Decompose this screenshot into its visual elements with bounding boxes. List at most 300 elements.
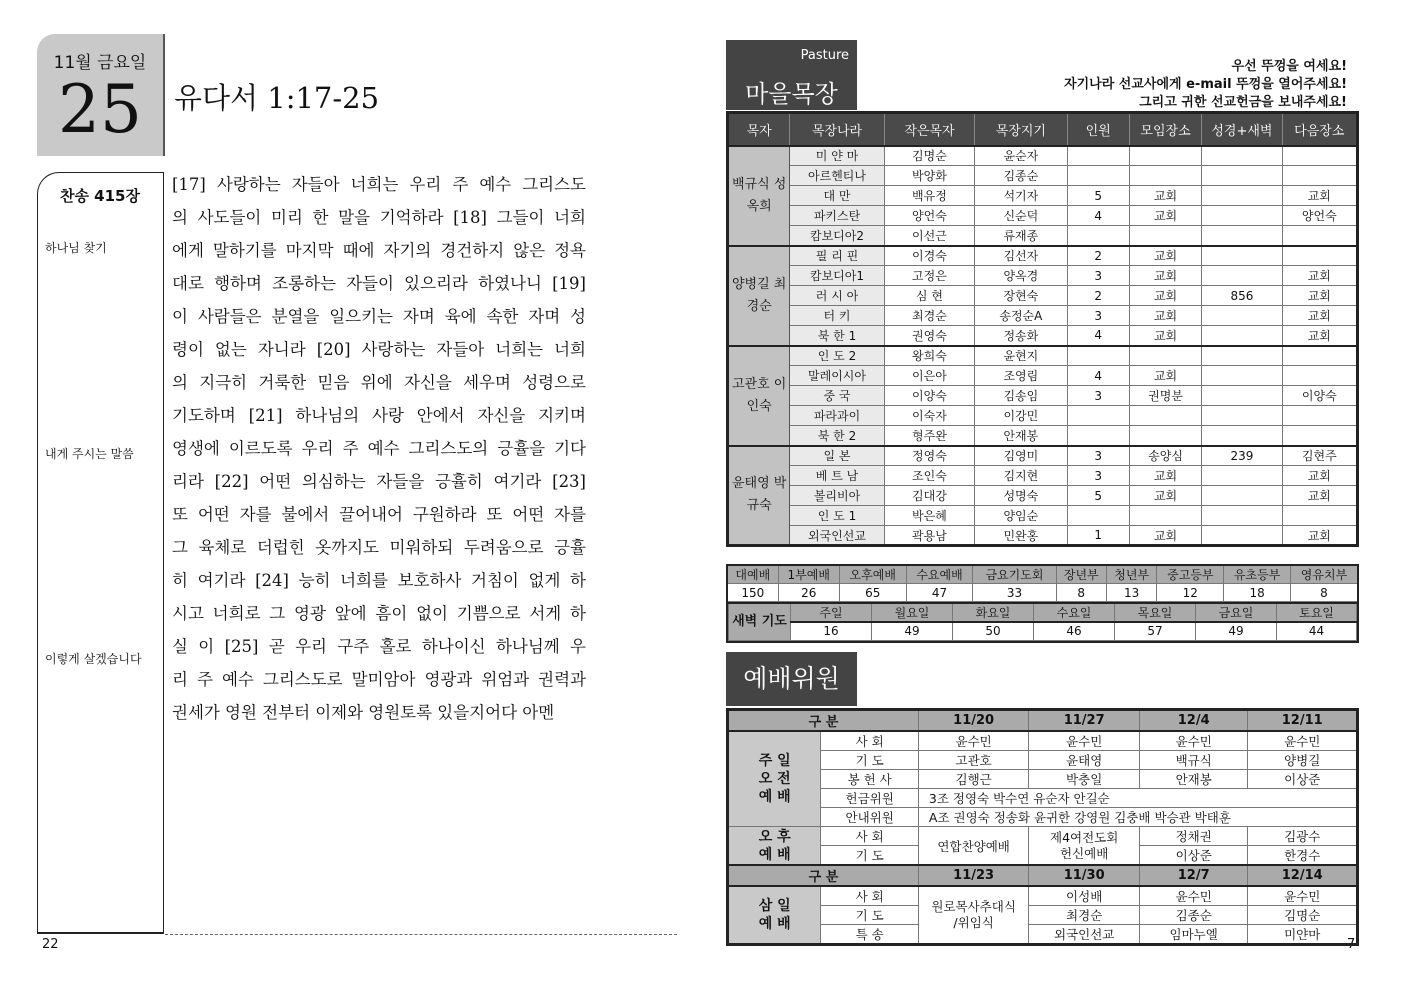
table-cell: 3 — [1067, 466, 1129, 486]
table-cell: 윤현지 — [975, 346, 1067, 366]
table-cell: 왕희숙 — [884, 346, 974, 366]
scripture-line: 령이 없는 자니라 [20] 사랑하는 자들아 너희는 너희 — [172, 340, 586, 359]
column-header: 목장나라 — [790, 113, 884, 146]
scripture-line: 의 지극히 거룩한 믿음 위에 자신을 세우며 성령으로 — [172, 373, 586, 392]
attendance-value: 18 — [1224, 584, 1291, 602]
attendance-header: 오후예배 — [839, 565, 906, 584]
table-cell: 윤수민 — [1248, 731, 1358, 751]
table-cell — [1129, 346, 1201, 366]
table-cell: 정영숙 — [884, 446, 974, 466]
table-row — [728, 506, 1358, 526]
table-cell: 교회 — [1129, 366, 1201, 386]
column-header: 성경+새벽 — [1202, 113, 1282, 146]
role-label: 기 도 — [821, 906, 918, 925]
table-cell — [1282, 506, 1357, 526]
scripture-line: 시고 너희로 그 영광 앞에 흠이 없이 기쁨으로 서게 하 — [172, 604, 586, 623]
date-header: 12/14 — [1248, 865, 1358, 886]
scripture-line: 또 어떤 자를 불에서 끌어내어 구원하라 또 어떤 자를 — [172, 505, 586, 524]
table-cell: 김대강 — [884, 486, 974, 506]
table-cell — [1202, 526, 1282, 546]
table-cell: 최경순 — [1029, 906, 1140, 925]
scripture-line: 리라 [22] 어떤 의심하는 자들을 긍휼히 여기라 [23] — [172, 472, 586, 491]
table-cell: 교회 — [1282, 326, 1357, 346]
scripture-line: 권세가 영원 전부터 이제와 영원토록 있을지어다 아멘 — [172, 703, 555, 722]
role-label: 헌금위원 — [821, 789, 918, 808]
table-cell: 교회 — [1129, 266, 1201, 286]
table-cell: 성명숙 — [975, 486, 1067, 506]
table-cell: 5 — [1067, 486, 1129, 506]
table-cell: 김명순 — [1248, 906, 1358, 925]
dawn-header: 주일 — [791, 603, 872, 622]
table-row — [728, 406, 1358, 426]
table-cell: 고관호 — [918, 751, 1029, 770]
table-cell — [1202, 386, 1282, 406]
date-header: 12/7 — [1139, 865, 1248, 886]
column-header: 작은목자 — [884, 113, 974, 146]
table-cell: 양언숙 — [1282, 206, 1357, 226]
table-row — [728, 466, 1358, 486]
table-row — [728, 906, 1358, 925]
table-cell — [1129, 406, 1201, 426]
table-cell: 김종순 — [1139, 906, 1248, 925]
table-row — [728, 226, 1358, 246]
table-cell: 김영미 — [975, 446, 1067, 466]
section-word: 내게 주시는 말씀 — [45, 447, 134, 461]
attendance-header: 장년부 — [1056, 565, 1106, 584]
table-cell: 교회 — [1282, 486, 1357, 506]
table-cell: 4 — [1067, 206, 1129, 226]
attendance-value: 8 — [1290, 584, 1358, 602]
table-cell: 류재종 — [975, 226, 1067, 246]
dawn-header: 수요일 — [1034, 603, 1115, 622]
table-cell: 한경수 — [1248, 846, 1358, 866]
table-cell: 교회 — [1282, 286, 1357, 306]
table-cell: 교회 — [1129, 326, 1201, 346]
date-day: 25 — [58, 71, 142, 148]
table-cell: 정채권 — [1139, 827, 1248, 846]
group-leader: 양병길 최경순 — [728, 246, 790, 346]
table-cell: 조영림 — [975, 366, 1067, 386]
table-cell: 김행근 — [918, 770, 1029, 789]
table-cell — [1067, 146, 1129, 166]
nation-name: 파라과이 — [790, 406, 884, 426]
table-row — [728, 326, 1358, 346]
nation-name: 대 만 — [790, 186, 884, 206]
scripture-text — [172, 168, 586, 729]
date-header: 11/23 — [918, 865, 1029, 886]
group-leader: 고관호 이인숙 — [728, 346, 790, 446]
table-cell — [1067, 426, 1129, 446]
sunday-am-label: 주 일 오 전 예 배 — [728, 731, 821, 827]
table-cell: 이강민 — [975, 406, 1067, 426]
dawn-header: 토요일 — [1277, 603, 1357, 622]
attendance-header: 1부예배 — [778, 565, 839, 584]
table-row — [728, 426, 1358, 446]
table-cell — [1282, 406, 1357, 426]
table-cell — [1202, 426, 1282, 446]
passage-title: 유다서 1:17-25 — [174, 81, 380, 115]
attendance-value: 12 — [1157, 584, 1224, 602]
dawn-value: 46 — [1034, 622, 1115, 640]
role-label: 사 회 — [821, 731, 918, 751]
nation-name: 외국인선교 — [790, 526, 884, 546]
date-label: 11월 금요일 — [53, 53, 147, 73]
dawn-value: 49 — [1196, 622, 1277, 640]
page-number-right: 7 — [1347, 937, 1356, 952]
table-row — [728, 386, 1358, 406]
table-cell: 형주완 — [884, 426, 974, 446]
table-cell: 교회 — [1129, 466, 1201, 486]
nation-name: 인 도 1 — [790, 506, 884, 526]
attendance-value: 8 — [1056, 584, 1106, 602]
table-row — [728, 526, 1358, 546]
nation-name: 캄보디아1 — [790, 266, 884, 286]
table-cell: 239 — [1202, 446, 1282, 466]
table-cell: 3 — [1067, 446, 1129, 466]
nation-name: 캄보디아2 — [790, 226, 884, 246]
nation-name: 터 키 — [790, 306, 884, 326]
table-cell: 윤수민 — [1139, 731, 1248, 751]
table-cell — [1067, 226, 1129, 246]
table-cell: 이선근 — [884, 226, 974, 246]
nation-name: 베 트 남 — [790, 466, 884, 486]
table-cell: 권영숙 — [884, 326, 974, 346]
scripture-line: [17] 사랑하는 자들아 너희는 우리 주 예수 그리스도 — [172, 175, 586, 194]
table-row — [728, 346, 1358, 366]
table-cell: 교회 — [1282, 306, 1357, 326]
column-header: 다음장소 — [1282, 113, 1357, 146]
divider — [163, 34, 165, 156]
date-box — [37, 34, 163, 156]
table-row — [728, 925, 1358, 945]
table-cell: 최경순 — [884, 306, 974, 326]
attendance-value: 13 — [1106, 584, 1156, 602]
table-row — [728, 286, 1358, 306]
table-cell: 권명분 — [1129, 386, 1201, 406]
table-row — [728, 789, 1358, 808]
table-cell: 교회 — [1282, 186, 1357, 206]
table-row — [727, 602, 1358, 642]
scripture-line: 영생에 이르도록 우리 주 예수 그리스도의 긍휼을 기다 — [172, 439, 586, 458]
table-cell — [1202, 466, 1282, 486]
table-row — [728, 886, 1358, 906]
table-cell: 3 — [1067, 306, 1129, 326]
section-header: 구 분 — [728, 865, 919, 886]
attendance-header: 영유치부 — [1290, 565, 1358, 584]
table-cell — [1282, 366, 1357, 386]
table-cell: 윤태영 — [1029, 751, 1140, 770]
table-cell — [1282, 226, 1357, 246]
table-row — [728, 827, 1358, 846]
role-label: 사 회 — [821, 886, 918, 906]
table-cell — [1067, 406, 1129, 426]
table-cell: 1 — [1067, 526, 1129, 546]
offering-team: 3조 정영숙 박수연 유순자 안길순 — [918, 789, 1357, 808]
table-row — [728, 486, 1358, 506]
table-cell — [1202, 266, 1282, 286]
table-row — [728, 166, 1358, 186]
table-cell — [1202, 166, 1282, 186]
table-row — [728, 206, 1358, 226]
table-row — [729, 603, 1357, 622]
table-cell: 김지현 — [975, 466, 1067, 486]
worship-committee-title: 예배위원 — [726, 652, 857, 706]
dawn-header: 월요일 — [872, 603, 953, 622]
nation-name: 필 리 핀 — [790, 246, 884, 266]
table-cell: 민완홍 — [975, 526, 1067, 546]
pasture-en: Pasture — [800, 48, 849, 63]
attendance-value: 26 — [778, 584, 839, 602]
attendance-header: 수요예배 — [906, 565, 973, 584]
table-cell: 신순덕 — [975, 206, 1067, 226]
date-header: 11/27 — [1029, 710, 1140, 732]
date-header: 12/11 — [1248, 710, 1358, 732]
table-cell: 외국인선교 — [1029, 925, 1140, 945]
installation-service: 원로목사추대식 /위임식 — [918, 886, 1029, 945]
dawn-prayer-label: 새벽 기도 — [729, 603, 791, 640]
table-cell: 안재봉 — [975, 426, 1067, 446]
table-cell: 856 — [1202, 286, 1282, 306]
table-row — [728, 770, 1358, 789]
attendance-header: 청년부 — [1106, 565, 1156, 584]
table-cell: 교회 — [1129, 486, 1201, 506]
table-cell: 곽용남 — [884, 526, 974, 546]
table-cell: 교회 — [1282, 266, 1357, 286]
table-cell: 3 — [1067, 386, 1129, 406]
table-row — [728, 808, 1358, 827]
attendance-value: 47 — [906, 584, 973, 602]
table-cell: 교회 — [1129, 526, 1201, 546]
table-cell: 이숙자 — [884, 406, 974, 426]
date-header: 11/20 — [918, 710, 1029, 732]
table-cell: 송양심 — [1129, 446, 1201, 466]
table-cell — [1202, 206, 1282, 226]
nation-name: 미 얀 마 — [790, 146, 884, 166]
table-cell: 고정은 — [884, 266, 974, 286]
table-cell: 석기자 — [975, 186, 1067, 206]
table-cell — [1202, 486, 1282, 506]
dawn-prayer-table — [728, 602, 1357, 641]
nation-name: 러 시 아 — [790, 286, 884, 306]
table-cell: 백규식 — [1139, 751, 1248, 770]
table-cell — [1129, 506, 1201, 526]
column-header: 목장지기 — [975, 113, 1067, 146]
role-label: 특 송 — [821, 925, 918, 945]
table-cell — [1202, 346, 1282, 366]
scripture-line: 대로 행하며 조롱하는 자들이 있으리라 하였나니 [19] — [172, 274, 586, 293]
date-header: 11/30 — [1029, 865, 1140, 886]
nation-name: 아르헨티나 — [790, 166, 884, 186]
table-cell — [1282, 346, 1357, 366]
table-cell: 김송임 — [975, 386, 1067, 406]
table-cell: 이양숙 — [1282, 386, 1357, 406]
wednesday-label: 삼 일 예 배 — [728, 886, 821, 945]
table-cell — [1202, 326, 1282, 346]
nation-name: 말레이시아 — [790, 366, 884, 386]
table-cell — [1202, 186, 1282, 206]
dawn-value: 44 — [1277, 622, 1357, 640]
table-row — [728, 186, 1358, 206]
table-row — [727, 584, 1358, 602]
table-cell: 윤수민 — [1139, 886, 1248, 906]
table-cell: 김광수 — [1248, 827, 1358, 846]
table-cell: 박은혜 — [884, 506, 974, 526]
attendance-value: 65 — [839, 584, 906, 602]
table-cell: 백유정 — [884, 186, 974, 206]
nation-name: 일 본 — [790, 446, 884, 466]
nation-name: 북 한 1 — [790, 326, 884, 346]
table-row — [728, 865, 1358, 886]
table-cell — [1202, 306, 1282, 326]
table-cell — [1282, 146, 1357, 166]
table-cell — [1282, 426, 1357, 446]
table-cell: 5 — [1067, 186, 1129, 206]
role-label: 사 회 — [821, 827, 918, 846]
table-cell: 장현숙 — [975, 286, 1067, 306]
dawn-value: 49 — [872, 622, 953, 640]
table-row — [728, 266, 1358, 286]
attendance-header: 유초등부 — [1224, 565, 1291, 584]
role-label: 봉 헌 사 — [821, 770, 918, 789]
table-cell: 송정순A — [975, 306, 1067, 326]
group-leader: 윤태영 박규숙 — [728, 446, 790, 546]
table-cell: 교회 — [1129, 306, 1201, 326]
table-cell: 임마누엘 — [1139, 925, 1248, 945]
dedication-worship: 제4여전도회 헌신예배 — [1029, 827, 1140, 866]
table-row — [728, 366, 1358, 386]
column-header: 모임장소 — [1129, 113, 1201, 146]
table-row — [729, 622, 1357, 640]
table-cell: 박충일 — [1029, 770, 1140, 789]
attendance-value: 150 — [727, 584, 778, 602]
table-cell: 3 — [1067, 266, 1129, 286]
scripture-line: 기도하며 [21] 하나님의 사랑 안에서 자신을 지키며 — [172, 406, 586, 425]
worship-table — [726, 708, 1359, 946]
table-cell: 교회 — [1282, 526, 1357, 546]
table-row — [728, 246, 1358, 266]
table-cell: 조인숙 — [884, 466, 974, 486]
table-cell — [1282, 246, 1357, 266]
table-row — [727, 565, 1358, 584]
dawn-value: 57 — [1115, 622, 1196, 640]
dawn-value: 50 — [953, 622, 1034, 640]
table-row — [728, 710, 1358, 732]
table-cell — [1202, 146, 1282, 166]
table-cell — [1282, 166, 1357, 186]
table-cell — [1202, 366, 1282, 386]
table-row — [728, 751, 1358, 770]
divider — [165, 934, 677, 935]
table-cell: 4 — [1067, 326, 1129, 346]
pasture-table — [726, 111, 1359, 547]
dawn-value: 16 — [791, 622, 872, 640]
attendance-header: 대예배 — [727, 565, 778, 584]
scripture-line: 히 여기라 [24] 능히 너희를 보호하사 거침이 없게 하 — [172, 571, 586, 590]
table-cell: 양병길 — [1248, 751, 1358, 770]
table-cell: 교회 — [1129, 286, 1201, 306]
scripture-line: 실 이 [25] 곧 우리 구주 홀로 하나이신 하나님께 우 — [172, 637, 586, 656]
table-cell: 심 현 — [884, 286, 974, 306]
union-worship: 연합찬양예배 — [918, 827, 1029, 866]
hymn-number: 찬송 415장 — [59, 187, 140, 205]
table-cell — [1129, 146, 1201, 166]
section-header: 구 분 — [728, 710, 919, 732]
attendance-value: 33 — [973, 584, 1056, 602]
table-cell — [1202, 246, 1282, 266]
dawn-header: 화요일 — [953, 603, 1034, 622]
usher-team: A조 권영숙 정송화 윤귀한 강영원 김충배 박승관 박태훈 — [918, 808, 1357, 827]
scripture-line: 이 사람들은 분열을 일으키는 자며 육에 속한 자며 성 — [172, 307, 586, 326]
table-cell: 이경숙 — [884, 246, 974, 266]
dawn-header: 금요일 — [1196, 603, 1277, 622]
nation-name: 중 국 — [790, 386, 884, 406]
table-cell: 김명순 — [884, 146, 974, 166]
table-row — [728, 731, 1358, 751]
table-cell: 이은아 — [884, 366, 974, 386]
table-cell — [1202, 506, 1282, 526]
table-cell — [1067, 166, 1129, 186]
table-cell — [1202, 226, 1282, 246]
table-cell: 교회 — [1129, 206, 1201, 226]
role-label: 기 도 — [821, 751, 918, 770]
table-cell: 이양숙 — [884, 386, 974, 406]
table-cell: 이상준 — [1248, 770, 1358, 789]
table-cell: 윤수민 — [1029, 731, 1140, 751]
column-header: 목자 — [728, 113, 790, 146]
table-cell: 양임순 — [975, 506, 1067, 526]
scripture-line: 에게 말하기를 마지막 때에 자기의 경건하지 않은 정욕 — [172, 241, 586, 260]
table-cell: 김선자 — [975, 246, 1067, 266]
table-cell: 김현주 — [1282, 446, 1357, 466]
table-cell: 박양화 — [884, 166, 974, 186]
message-line: 우선 뚜껑을 여세요! — [1231, 59, 1347, 74]
table-cell: 윤수민 — [918, 731, 1029, 751]
nation-name: 북 한 2 — [790, 426, 884, 446]
attendance-header: 금요기도회 — [973, 565, 1056, 584]
nation-name: 볼리비아 — [790, 486, 884, 506]
column-header: 인원 — [1067, 113, 1129, 146]
table-cell: 안재봉 — [1139, 770, 1248, 789]
table-cell: 윤수민 — [1248, 886, 1358, 906]
table-row — [728, 306, 1358, 326]
role-label: 기 도 — [821, 846, 918, 866]
table-cell — [1202, 406, 1282, 426]
section-seek-god: 하나님 찾기 — [45, 241, 107, 255]
dawn-header: 목요일 — [1115, 603, 1196, 622]
message-line: 자기나라 선교사에게 e-mail 뚜껑을 열어주세요! — [1064, 77, 1347, 92]
sunday-pm-label: 오 후 예 배 — [728, 827, 821, 866]
table-cell: 4 — [1067, 366, 1129, 386]
scripture-line: 의 사도들이 미리 한 말을 기억하라 [18] 그들이 너희 — [172, 208, 586, 227]
section-resolve: 이렇게 살겠습니다 — [45, 652, 142, 666]
table-cell — [1129, 226, 1201, 246]
table-cell — [1067, 346, 1129, 366]
table-cell: 교회 — [1129, 246, 1201, 266]
scripture-line: 리 주 예수 그리스도로 말미암아 영광과 위엄과 권력과 — [172, 670, 586, 689]
role-label: 안내위원 — [821, 808, 918, 827]
nation-name: 인 도 2 — [790, 346, 884, 366]
group-leader: 백규식 성옥희 — [728, 146, 790, 246]
table-cell: 김종순 — [975, 166, 1067, 186]
table-cell: 2 — [1067, 246, 1129, 266]
table-cell: 미얀마 — [1248, 925, 1358, 945]
scripture-line: 그 육체로 더럽힌 옷까지도 미워하되 두려움으로 긍휼 — [172, 538, 586, 557]
table-cell: 양옥경 — [975, 266, 1067, 286]
nation-name: 파키스탄 — [790, 206, 884, 226]
pasture-tab — [726, 40, 857, 110]
table-row — [728, 146, 1358, 166]
table-cell: 이상준 — [1139, 846, 1248, 866]
